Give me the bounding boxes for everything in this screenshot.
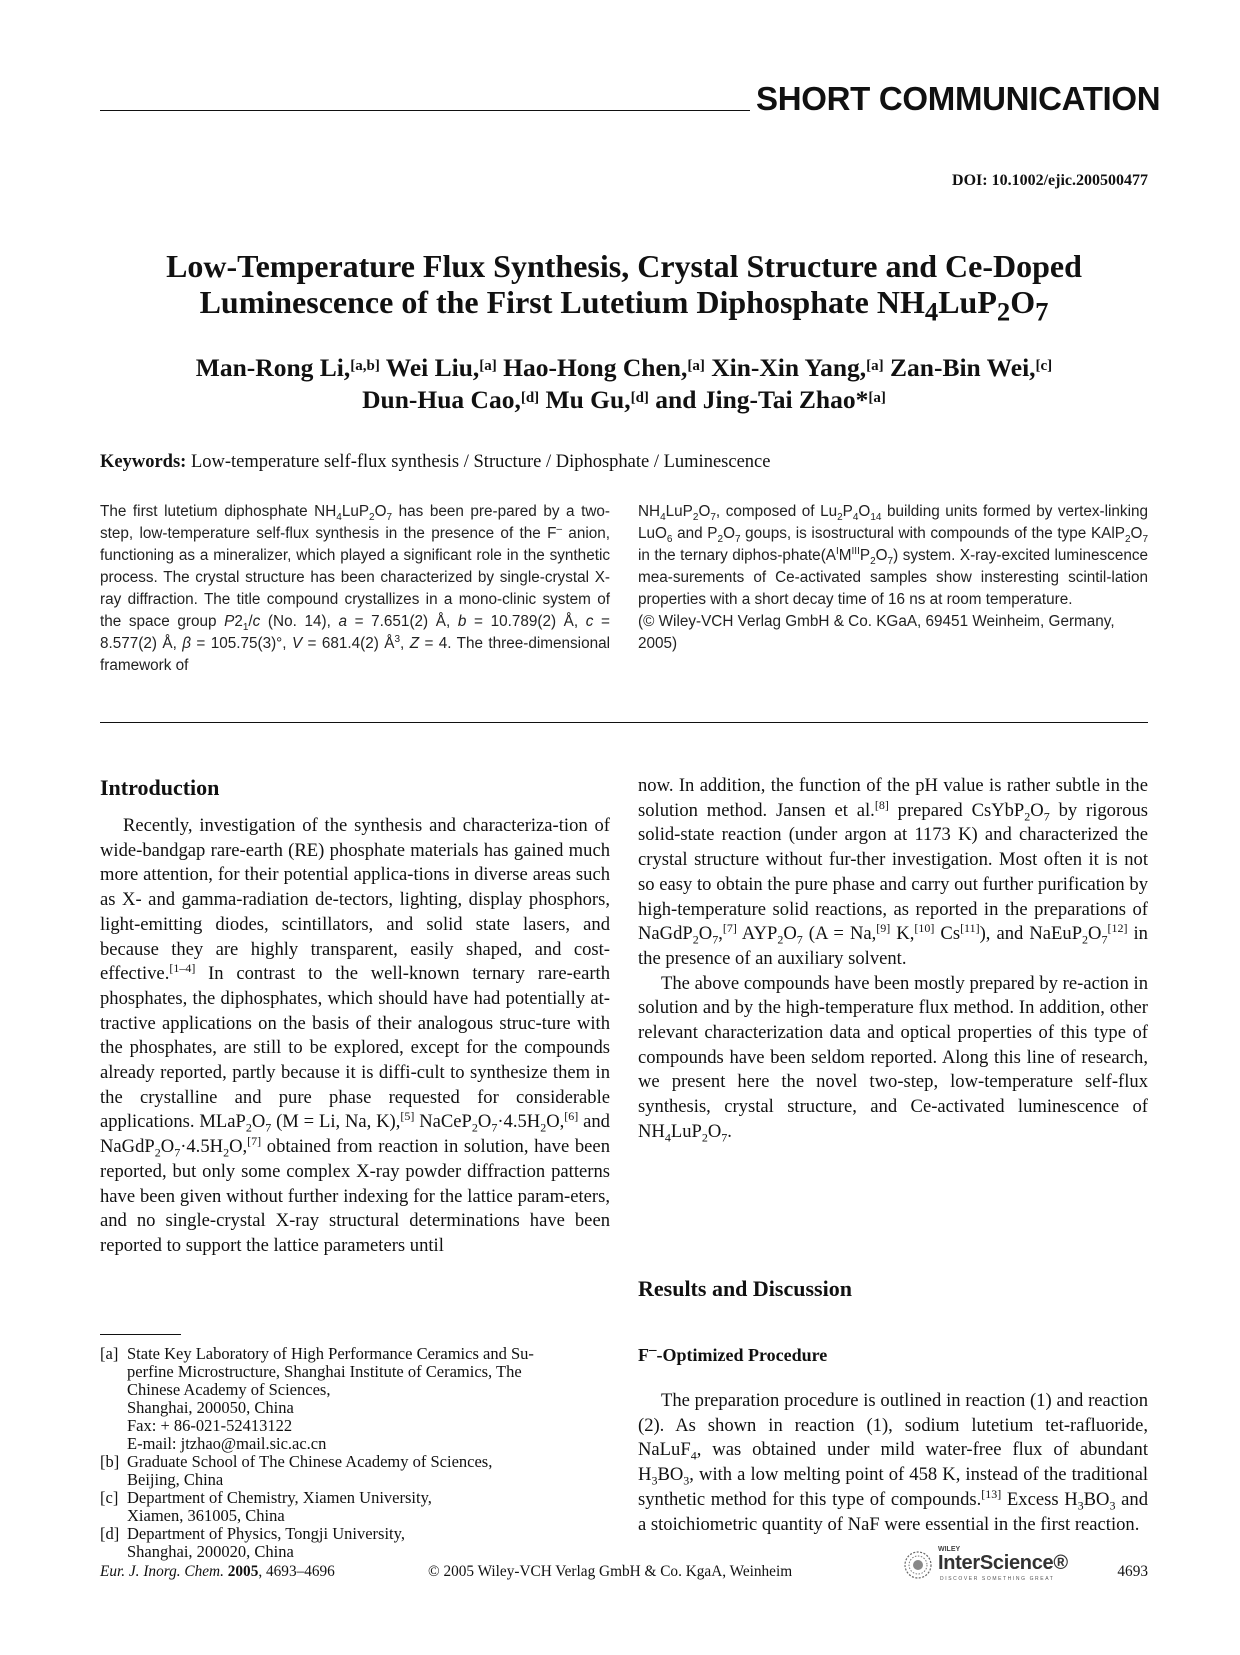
keywords-text: Low-temperature self-flux synthesis / Structure / Diphosphate / Luminescence [186,452,771,472]
footnote-b [100,1453,620,1489]
keywords-label: Keywords: [100,452,187,472]
footnote-a [100,1345,620,1453]
header-rule [100,110,750,111]
footnote-text: Department of Physics, Tongji University, Shanghai, 200020, China [127,1524,405,1561]
footnote-mark: [d] [100,1524,120,1543]
footnote-mark: [c] [100,1488,119,1507]
abstract-left-text: The first lutetium diphosphate $NH_4LuP_2O_7$ has been pre-pared by a two-step, low-temperature self-flux synthesis in the presence of the F– anion, functioning as a mineralizer, which played a significant role in the synthetic process. The crystal structure has been characterized by single-crystal X-ray diffraction. The title compound crystallizes in a mono-clinic system of the space group $P2_1/c$ (No. 14), a = 7.651(2) Å, b = 10.789(2) Å, c = 8.577(2) Å, β = 105.75(3)°, V = 681.4(2) $Å^3$, Z = 4. The three-dimensional framework of [100,503,610,674]
logo-tagline: DISCOVER SOMETHING GREAT [940,1576,1055,1582]
column2-paragraph-2: The above compounds have been mostly prepared by re-action in solution and by the high-temperature flux method. In addition, other relevant characterization data and optical properties of this type of compounds have been seldom reported. Along this line of research, we present here the novel two-step, low-temperature self-flux synthesis, crystal structure, and Ce-activated luminescence of $NH_4LuP_2O_7$. [638,972,1148,1145]
footnote-mark: [b] [100,1452,120,1471]
logo-wiley-text: WILEY [938,1546,961,1553]
footnote-text: Department of Chemistry, Xiamen University, Xiamen, 361005, China [127,1488,432,1525]
footnote-text: Graduate School of The Chinese Academy of Sciences, Beijing, China [127,1452,493,1489]
footnote-mark: [a] [100,1344,119,1363]
footnote-rule [100,1334,181,1335]
introduction-paragraph: Recently, investigation of the synthesis and characteriza-tion of wide-bandgap rare-earth (RE) phosphate materials has gained much more attention, for their potential applica-tions in diverse areas such as X- and gamma-radiation de-tectors, lighting, display phosphors, light-emitting diodes, scintillators, and solid state lasers, and because they are highly transparent, easily shaped, and cost-effective.[1–4] In contrast to the well-known ternary rare-earth phosphates, the diphosphates, which should have had potentially at-tractive applications on the basis of their analogous struc-ture with the phosphates, are still to be explored, except for the compounds already reported, partly because it is diffi-cult to synthesize them in the crystalline and pure phase requested for considerable applications. $MLaP_2O_7$ (M = Li, Na, K),[5] $NaCeP_2O_7\cdot 4.5H_2O,[6]$ and $NaGdP_2O_7\cdot 4.5H_2O,[7]$ obtained from reaction in solution, have been reported, but only some complex X-ray powder diffraction patterns have been given without further indexing for the lattice param-eters, and no single-crystal X-ray structural determinations have been reported to support the lattice parameters until [100,815,610,1256]
keywords [100,452,1148,473]
journal-citation: Eur. J. Inorg. Chem. 2005, 4693–4696 [100,1563,335,1580]
affiliation-footnotes [100,1345,620,1561]
abstract-right [638,501,1148,655]
abstract-right-text: $NH_4LuP_2O_7$, composed of $Lu_2P_4O_{14}$ building units formed by vertex-linking LuO$_6$ and $P_2O_7$ goups, is isostructural with compounds of the type $KAlP_2O_7$ in the ternary diphos-$phate(A^IM^{III}P_2O_7)$ system. X-ray-excited luminescence mea-surements of Ce-activated samples show insteresting scintil-lation properties with a short decay time of 16 ns at room temperature. [638,503,1148,608]
column2-body [638,774,1148,1145]
logo-name-text: InterScience® [938,1552,1068,1574]
doi: DOI: 10.1002/ejic.200500477 [952,172,1148,189]
footnote-text: State Key Laboratory of High Performance Ceramics and Su- perfine Microstructure, Shanghai Institute of Ceramics, The Chinese Academy of Sciences, Shanghai, 200050, China Fax: + 86-021-52413122 E-mail: jtzhao@mail.sic.ac.cn [127,1344,534,1453]
procedure-subheading: F–-Optimized Procedure [638,1342,828,1365]
introduction-body [100,814,610,1259]
results-heading: Results and Discussion [638,1276,852,1301]
abstract-rule [100,722,1148,723]
abstract-left [100,501,610,677]
abstract-copyright: (© Wiley-VCH Verlag GmbH & Co. KGaA, 69451 Weinheim, Germany, 2005) [638,613,1115,652]
footnote-d [100,1525,620,1561]
footer-copyright: © 2005 Wiley-VCH Verlag GmbH & Co. KgaA, Weinheim [428,1563,793,1580]
column2-paragraph-1: now. In addition, the function of the pH value is rather subtle in the solution method. Jansen et al.[8] prepared $CsYbP_2O_7$ by rigorous solid-state reaction (under argon at 1173 K) and characterized the crystal structure without fur-ther investigation. Most often it is not so easy to obtain the pure phase and carry out further purification by high-temperature solid reactions, as reported in the preparations of $NaGdP_2O_7,[7]$ $AYP_2O_7$ (A = Na,[9] K,[10] Cs[11]), and $NaEuP_2O_7[12]$ in the presence of an auxiliary solvent. [638,775,1148,969]
article-title: Low-Temperature Flux Synthesis, Crystal Structure and Ce-Doped Luminescence of the First Lutetium Diphosphate $NH_4LuP_2O_7$ [166,248,1082,327]
procedure-paragraph: The preparation procedure is outlined in reaction (1) and reaction (2). As shown in reaction (1), sodium lutetium tet-rafluoride, NaLuF$_4$, was obtained under mild water-free flux of abundant $H_3BO_3$, with a low melting point of 458 K, instead of the traditional synthetic method for this type of compounds.[13] Excess $H_3BO_3$ and a stoichiometric quantity of NaF were essential in the first reaction. [638,1390,1148,1535]
section-label: SHORT COMMUNICATION [756,80,1161,117]
page-number: 4693 [1117,1563,1148,1580]
footnote-c [100,1489,620,1525]
procedure-body [638,1389,1148,1537]
author-list: Man-Rong Li,[a,b] Wei Liu,[a] Hao-Hong Chen,[a] Xin-Xin Yang,[a] Zan-Bin Wei,[c] Dun-Hua Cao,[d] Mu Gu,[d] and Jing-Tai Zhao*[a] [195,353,1053,414]
introduction-heading: Introduction [100,775,220,800]
interscience-globe-icon [900,1550,936,1580]
interscience-logo [898,1546,1068,1586]
